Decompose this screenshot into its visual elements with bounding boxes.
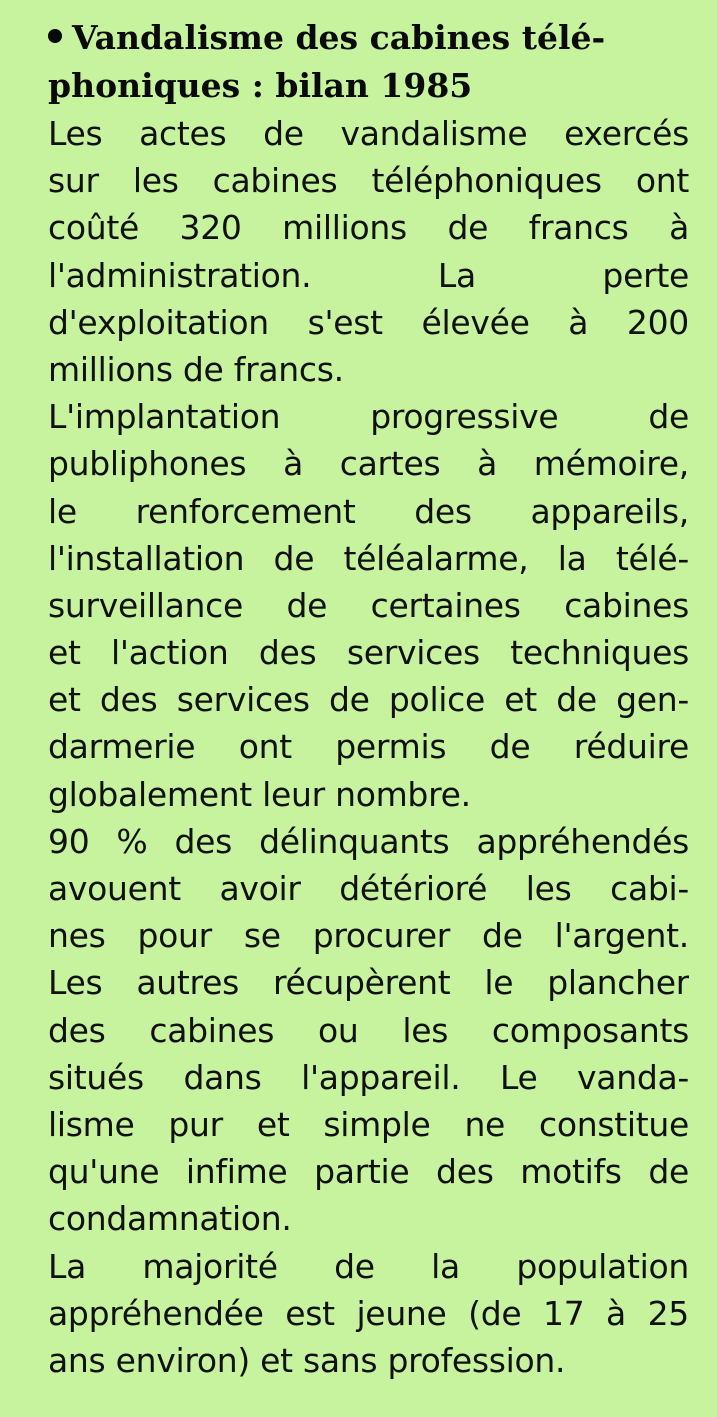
body-line: condamnation. bbox=[48, 1199, 292, 1239]
body-line: darmerie ont permis de réduire bbox=[48, 727, 689, 767]
body-line: ans environ) et sans profession. bbox=[48, 1340, 566, 1380]
body-line: globalement leur nombre. bbox=[48, 774, 471, 814]
body-line: situés dans l'appareil. Le vanda- bbox=[48, 1057, 689, 1097]
title-line-2: phoniques : bilan 1985 bbox=[48, 66, 473, 105]
body-line: d'exploitation s'est élevée à 200 bbox=[48, 302, 689, 342]
body-line: le renforcement des appareils, bbox=[48, 491, 689, 531]
body-line: avouent avoir détérioré les cabi- bbox=[48, 869, 689, 908]
article-body bbox=[48, 110, 689, 1384]
body-line: lisme pur et simple ne constitue bbox=[48, 1104, 689, 1144]
body-line: nes pour se procurer de l'argent. bbox=[48, 916, 689, 956]
body-line: Les actes de vandalisme exercés bbox=[48, 114, 689, 153]
body-line: surveillance de certaines cabines bbox=[48, 585, 689, 625]
body-line: 90 % des délinquants appréhendés bbox=[48, 821, 689, 861]
body-line: l'installation de téléalarme, la télé- bbox=[48, 538, 689, 578]
body-line: coûté 320 millions de francs à bbox=[48, 208, 689, 248]
bullet-icon bbox=[48, 29, 62, 43]
body-line: appréhendée est jeune (de 17 à 25 bbox=[48, 1293, 689, 1333]
body-line: Les autres récupèrent le plancher bbox=[48, 963, 689, 1003]
title-line-1: Vandalisme des cabines télé- bbox=[72, 18, 606, 57]
body-line: et des services de police et de gen- bbox=[48, 680, 689, 720]
article-title bbox=[48, 14, 689, 110]
body-line: L'implantation progressive de bbox=[48, 397, 689, 437]
body-line: l'administration. La perte bbox=[48, 255, 689, 295]
body-line: millions de francs. bbox=[48, 349, 344, 389]
body-line: des cabines ou les composants bbox=[48, 1010, 689, 1050]
body-line: et l'action des services techniques bbox=[48, 633, 689, 673]
body-line: La majorité de la population bbox=[48, 1246, 689, 1286]
body-line: sur les cabines téléphoniques ont bbox=[48, 161, 689, 201]
body-line: publiphones à cartes à mémoire, bbox=[48, 444, 689, 484]
body-line: qu'une infime partie des motifs de bbox=[48, 1152, 689, 1192]
